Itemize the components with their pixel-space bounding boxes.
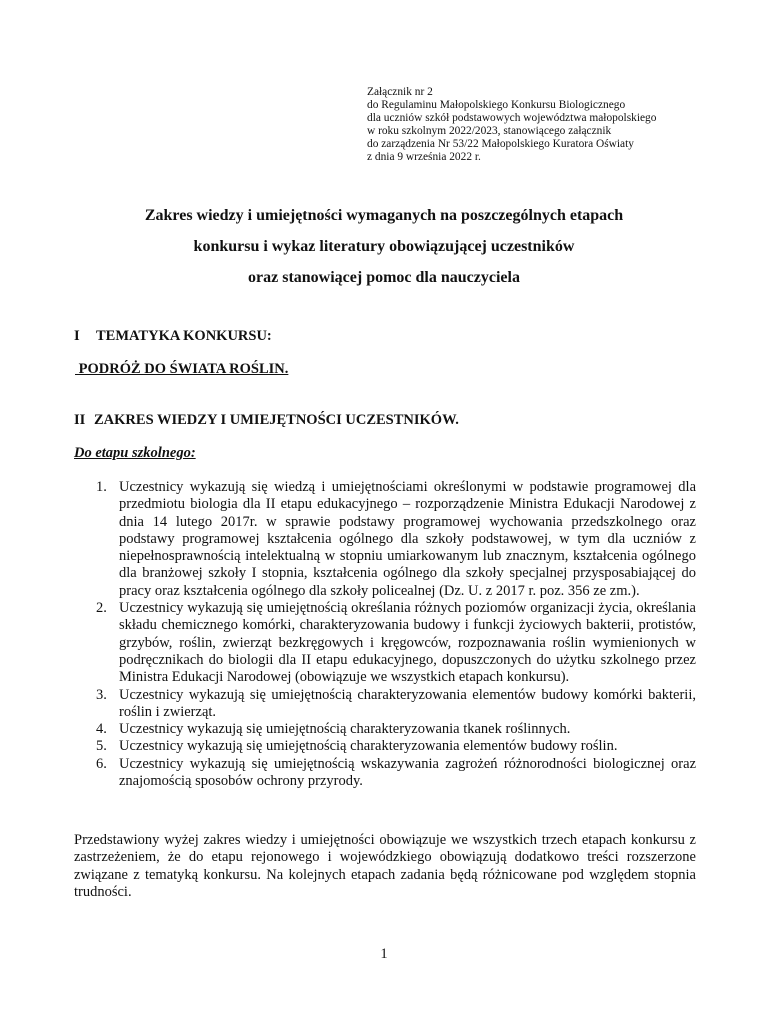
annex-header	[367, 86, 727, 165]
title-line: konkursu i wykaz literatury obowiązującej uczestników	[193, 238, 575, 255]
section-2-heading	[74, 412, 459, 429]
list-item-text: Uczestnicy wykazują się umiejętnością wskazywania zagrożeń różnorodności biologicznej oraz znajomością sposobów ochrony przyrody.	[119, 755, 696, 790]
list-item-number: 2.	[96, 600, 107, 617]
list-item	[74, 600, 696, 686]
annex-line: do zarządzenia Nr 53/22 Małopolskiego Kuratora Oświaty	[367, 138, 634, 151]
section-1-numeral: I	[74, 328, 80, 344]
annex-line: w roku szkolnym 2022/2023, stanowiącego załącznik	[367, 125, 612, 138]
list-item-text: Uczestnicy wykazują się umiejętnością charakteryzowania tkanek roślinnych.	[119, 721, 571, 738]
annex-line: dla uczniów szkół podstawowych województwa małopolskiego	[367, 112, 657, 125]
section-2-numeral: II	[74, 412, 86, 428]
title-line: Zakres wiedzy i umiejętności wymaganych na poszczególnych etapach	[144, 207, 624, 224]
requirements-list	[74, 479, 696, 790]
list-item-number: 4.	[96, 721, 107, 738]
list-item-text: Uczestnicy wykazują się wiedzą i umiejętnościami określonymi w podstawie programowej dla przedmiotu biologia dla II etapu edukacyjnego – rozporządzenie Ministra Edukacji Narodowej z dnia 14 lutego 2017r. w sprawie podstawy programowej wychowania przedszkolnego oraz podstawy programowej kształcenia ogólnego dla szkoły podstawowej, w tym dla uczniów z niepełnosprawnością intelektualną w stopniu umiarkowanym lub znacznym, kształcenia ogólnego dla branżowej szkoły I stopnia, kształcenia ogólnego dla szkoły specjalnej przysposabiającej do pracy oraz kształcenia ogólnego dla szkoły policealnej (Dz. U. z 2017 r. poz. 356 ze zm.).	[119, 479, 696, 599]
annex-line: do Regulaminu Małopolskiego Konkursu Biologicznego	[367, 99, 626, 112]
list-item	[74, 479, 696, 600]
annex-line: z dnia 9 września 2022 r.	[367, 151, 481, 164]
list-item	[74, 721, 696, 738]
page-number: 1	[380, 946, 388, 962]
list-item-text: Uczestnicy wykazują się umiejętnością określania różnych poziomów organizacji życia, określania składu chemicznego komórki, charakteryzowania budowy i funkcji życiowych bakterii, protistów, grzybów, roślin, zwierząt bezkręgowych i kręgowców, rozpoznawania roślin wymienionych w podręcznikach do biologii dla II etapu edukacyjnego, dopuszczonych do użytku szkolnego przez Ministra Edukacji Narodowej (obowiązuje we wszystkich etapach konkursu).	[119, 600, 696, 686]
list-item-number: 3.	[96, 686, 107, 703]
list-item-number: 5.	[96, 738, 107, 755]
section-2-title: ZAKRES WIEDZY I UMIEJĘTNOŚCI UCZESTNIKÓW.	[94, 412, 459, 428]
list-item-number: 1.	[96, 479, 107, 495]
annex-line: Załącznik nr 2	[367, 86, 433, 98]
closing-paragraph: Przedstawiony wyżej zakres wiedzy i umiejętności obowiązuje we wszystkich trzech etapach konkursu z zastrzeżeniem, że do etapu rejonowego i wojewódzkiego obowiązują dodatkowo treści rozszerzone związane z tematyką konkursu. Na kolejnych etapach zadania będą różnicowane pod względem stopnia trudności.	[74, 832, 696, 901]
document-title	[0, 200, 768, 293]
list-item	[74, 756, 696, 791]
contest-subject: PODRÓŻ DO ŚWIATA ROŚLIN.	[75, 361, 289, 377]
list-item	[74, 738, 696, 755]
title-line: oraz stanowiącej pomoc dla nauczyciela	[248, 269, 520, 286]
section-1-title: TEMATYKA KONKURSU:	[96, 328, 272, 344]
list-item-text: Uczestnicy wykazują się umiejętnością charakteryzowania elementów budowy komórki bakterii, roślin i zwierząt.	[119, 686, 696, 720]
school-stage-heading: Do etapu szkolnego:	[74, 445, 196, 461]
list-item-number: 6.	[96, 755, 107, 772]
section-1-heading	[74, 328, 272, 345]
list-item-text: Uczestnicy wykazują się umiejętnością charakteryzowania elementów budowy roślin.	[119, 738, 618, 755]
list-item	[74, 687, 696, 722]
